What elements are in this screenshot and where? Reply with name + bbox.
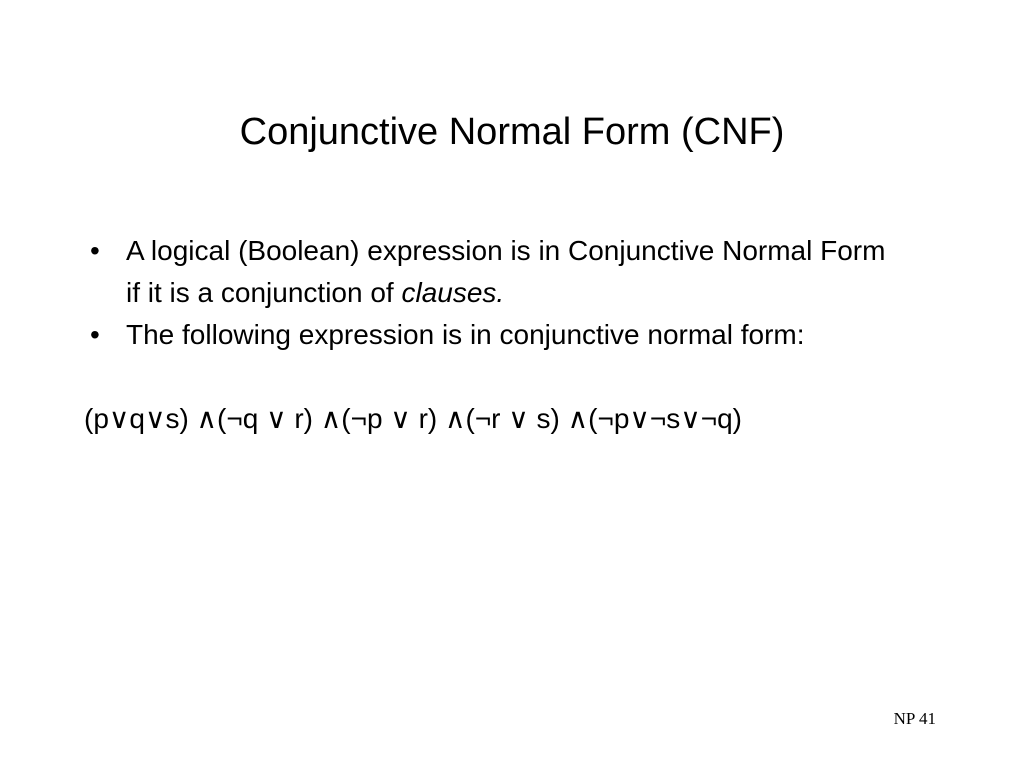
bullet-item-cnf-definition xyxy=(84,230,904,314)
bullet-item-example-intro xyxy=(84,314,904,356)
bullet-text: The following expression is in conjunctive normal form: xyxy=(126,319,805,350)
bullet-icon: • xyxy=(90,319,100,350)
bullet-list xyxy=(84,230,904,356)
bullet-emphasis: clauses. xyxy=(401,277,505,308)
bullet-text: A logical (Boolean) expression is in Conjunctive Normal Form if it is a conjunction of xyxy=(126,235,886,308)
bullet-icon: • xyxy=(90,235,100,266)
page-label: NP 41 xyxy=(893,709,936,728)
slide-title: Conjunctive Normal Form (CNF) xyxy=(239,111,785,153)
cnf-expression: (p∨q∨s) ∧(¬q ∨ r) ∧(¬p ∨ r) ∧(¬r ∨ s) ∧(¬p∨¬s∨¬q) xyxy=(84,403,742,434)
